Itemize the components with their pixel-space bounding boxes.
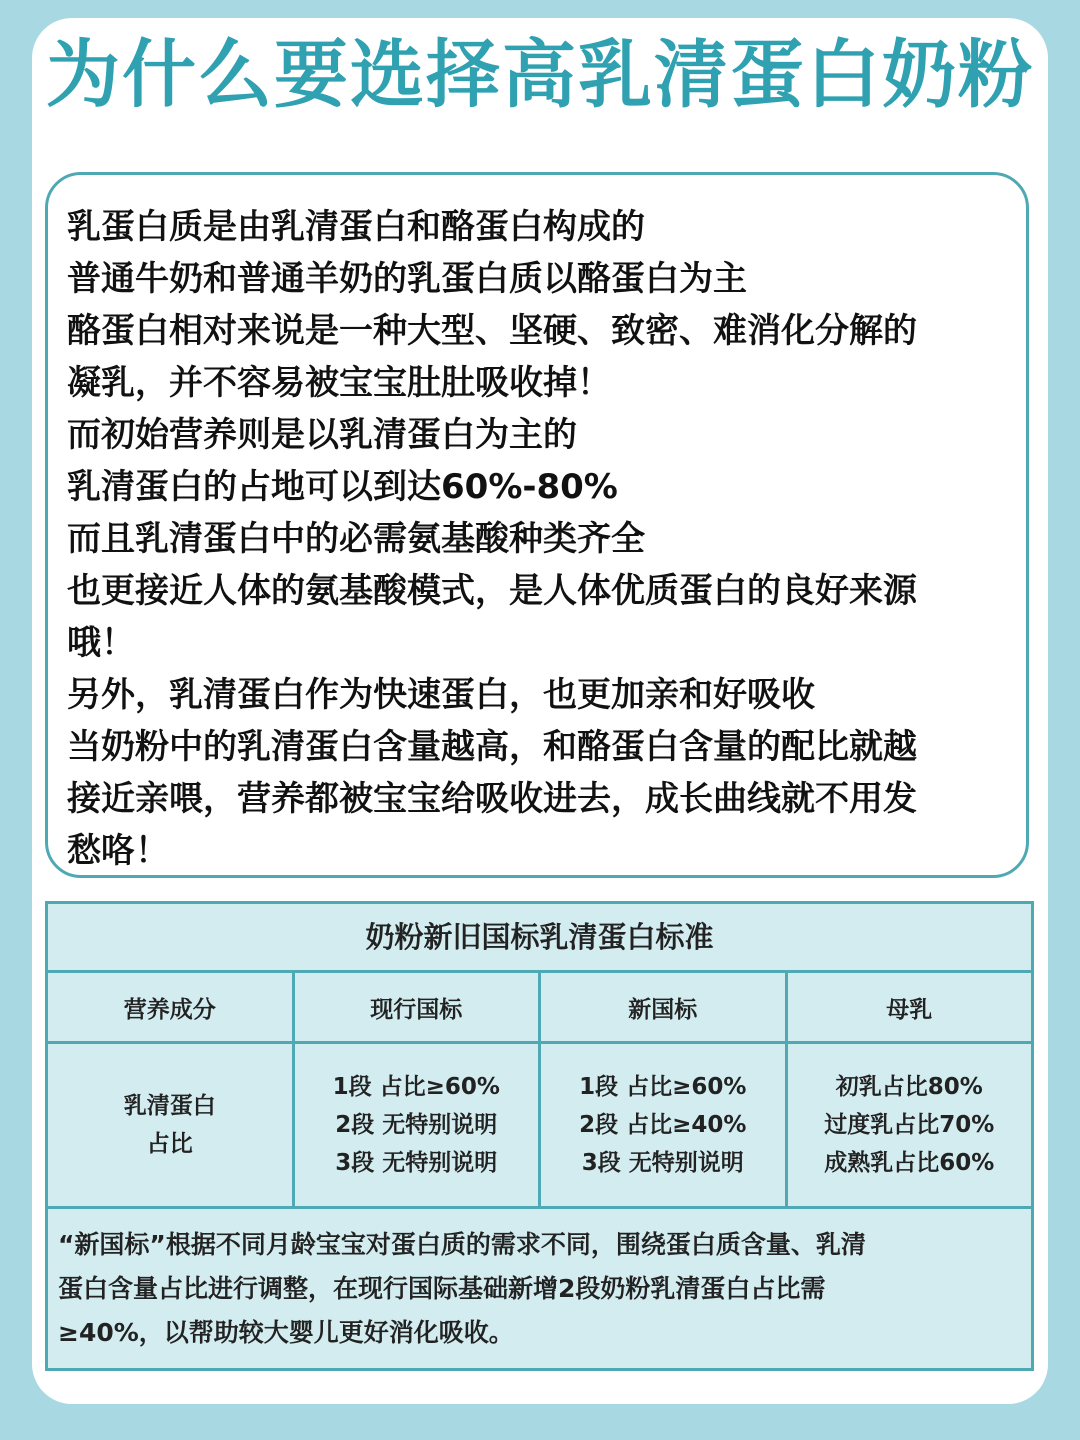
cell-line: 过度乳占比70% <box>824 1112 995 1138</box>
note-line: 蛋白含量占比进行调整，在现行国际基础新增2段奶粉乳清蛋白占比需 <box>58 1274 826 1303</box>
body-line: 乳蛋白质是由乳清蛋白和酪蛋白构成的 <box>67 207 645 247</box>
header-breast-milk: 母乳 <box>886 996 933 1023</box>
cell-current <box>295 1044 542 1206</box>
standards-table <box>45 901 1034 1371</box>
table-header-row <box>48 973 1031 1044</box>
cell-component <box>48 1044 295 1206</box>
cell-line: 2段 占比≥40% <box>579 1112 747 1138</box>
cell-line: 初乳占比80% <box>835 1074 983 1100</box>
page-title: 为什么要选择高乳清蛋白奶粉 <box>46 32 1034 118</box>
body-line: 普通牛奶和普通羊奶的乳蛋白质以酪蛋白为主 <box>67 259 747 299</box>
body-line: 另外，乳清蛋白作为快速蛋白，也更加亲和好吸收 <box>67 675 815 715</box>
cell-breast-milk <box>788 1044 1032 1206</box>
note-line: “新国标”根据不同月龄宝宝对蛋白质的需求不同，围绕蛋白质含量、乳清 <box>58 1230 866 1259</box>
header-new-standard: 新国标 <box>541 973 788 1041</box>
body-line: 愁咯！ <box>67 831 169 871</box>
table-note <box>48 1209 1031 1355</box>
cell-line: 成熟乳占比60% <box>824 1150 995 1176</box>
body-line: 哦！ <box>67 623 135 663</box>
body-line: 乳清蛋白的占地可以到达60%-80% <box>67 467 618 507</box>
cell-line: 3段 无特别说明 <box>335 1150 498 1176</box>
cell-line: 3段 无特别说明 <box>581 1150 744 1176</box>
body-text-box <box>45 172 1029 878</box>
body-line: 凝乳，并不容易被宝宝肚肚吸收掉！ <box>67 363 611 403</box>
body-line: 也更接近人体的氨基酸模式，是人体优质蛋白的良好来源 <box>67 571 917 611</box>
cell-new <box>541 1044 788 1206</box>
cell-line: 1段 占比≥60% <box>332 1074 500 1100</box>
cell-line: 2段 无特别说明 <box>335 1112 498 1138</box>
cell-line: 1段 占比≥60% <box>579 1074 747 1100</box>
body-line: 酪蛋白相对来说是一种大型、坚硬、致密、难消化分解的 <box>67 311 917 351</box>
header-current-standard: 现行国标 <box>295 973 542 1041</box>
cell-line: 乳清蛋白 <box>123 1093 216 1119</box>
body-line: 接近亲喂，营养都被宝宝给吸收进去，成长曲线就不用发 <box>67 779 917 819</box>
note-line: ≥40%，以帮助较大婴儿更好消化吸收。 <box>58 1318 514 1347</box>
header-nutrient: 营养成分 <box>48 973 295 1041</box>
cell-line: 占比 <box>146 1131 193 1157</box>
body-line: 而初始营养则是以乳清蛋白为主的 <box>67 415 577 455</box>
table-row <box>48 1044 1031 1209</box>
table-title: 奶粉新旧国标乳清蛋白标准 <box>48 904 1031 973</box>
body-line: 而且乳清蛋白中的必需氨基酸种类齐全 <box>67 519 645 559</box>
body-line: 当奶粉中的乳清蛋白含量越高，和酪蛋白含量的配比就越 <box>67 727 917 767</box>
